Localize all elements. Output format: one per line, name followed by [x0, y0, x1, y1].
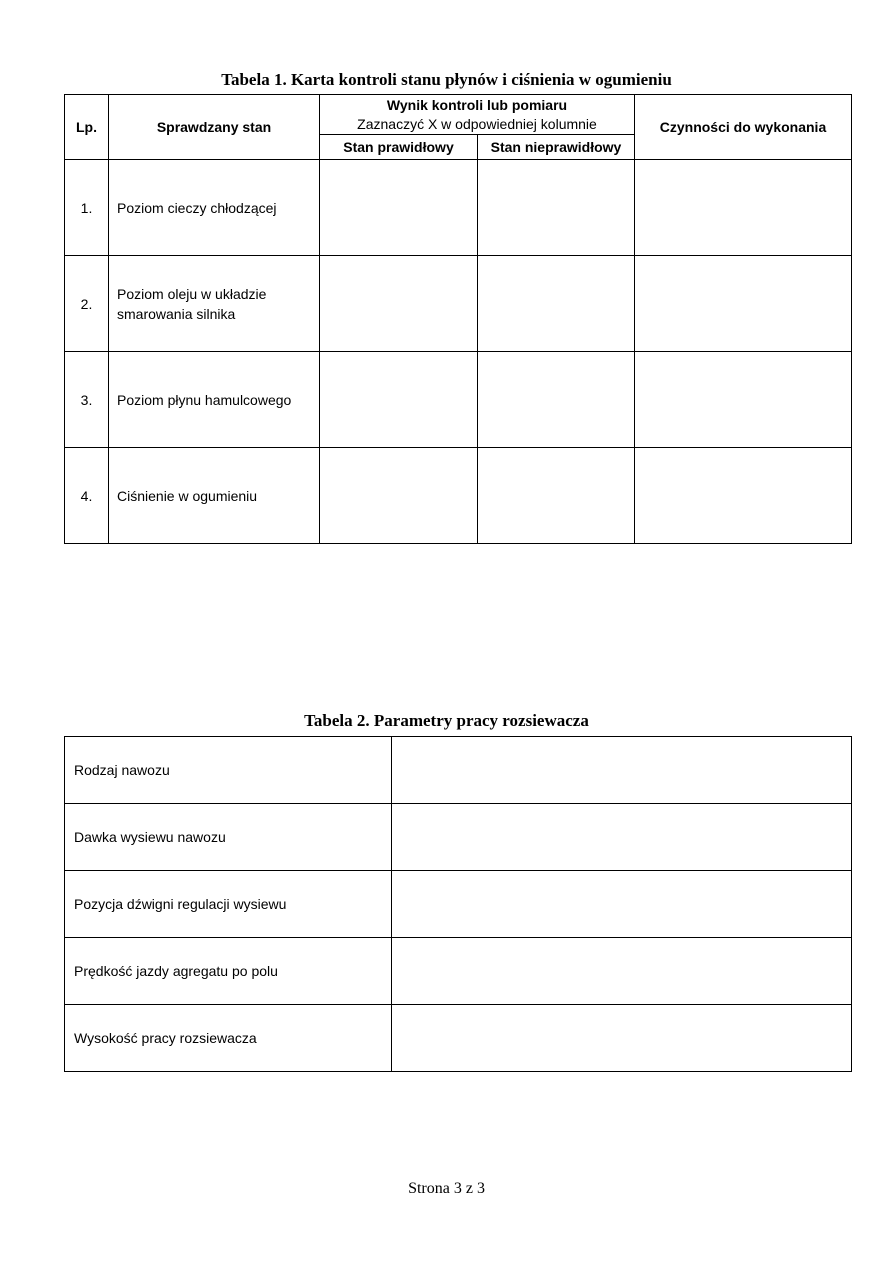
- actions-cell[interactable]: [635, 448, 852, 544]
- header-actions: Czynności do wykonania: [635, 95, 852, 160]
- actions-cell[interactable]: [635, 352, 852, 448]
- header-incorrect: Stan nieprawidłowy: [478, 135, 635, 160]
- parameter-value-cell[interactable]: [392, 871, 852, 938]
- table-row: [65, 352, 852, 448]
- row-checked-state: Ciśnienie w ogumieniu: [109, 448, 320, 544]
- table-row: [65, 160, 852, 256]
- correct-cell[interactable]: [320, 352, 478, 448]
- parameter-value-cell[interactable]: [392, 938, 852, 1005]
- row-checked-state: Poziom oleju w układzie smarowania silnika: [109, 256, 320, 352]
- table2-title: Tabela 2. Parametry pracy rozsiewacza: [304, 711, 589, 730]
- parameter-label: Wysokość pracy rozsiewacza: [65, 1005, 392, 1072]
- row-checked-state: Poziom cieczy chłodzącej: [109, 160, 320, 256]
- fluid-pressure-control-table: [64, 94, 852, 544]
- incorrect-cell[interactable]: [478, 160, 635, 256]
- incorrect-cell[interactable]: [478, 352, 635, 448]
- header-result: [320, 95, 635, 135]
- row-number: 1.: [65, 160, 109, 256]
- parameter-label: Pozycja dźwigni regulacji wysiewu: [65, 871, 392, 938]
- header-result-title: Wynik kontroli lub pomiaru: [386, 96, 568, 113]
- correct-cell[interactable]: [320, 160, 478, 256]
- parameter-label: Prędkość jazdy agregatu po polu: [65, 938, 392, 1005]
- header-lp: Lp.: [65, 95, 109, 160]
- header-checked-state: Sprawdzany stan: [109, 95, 320, 160]
- table-row: [65, 256, 852, 352]
- table-row: [65, 871, 852, 938]
- table-row: [65, 737, 852, 804]
- correct-cell[interactable]: [320, 448, 478, 544]
- row-number: 2.: [65, 256, 109, 352]
- page-number: Strona 3 z 3: [408, 1180, 485, 1197]
- table-row: [65, 804, 852, 871]
- parameter-label: Dawka wysiewu nawozu: [65, 804, 392, 871]
- parameter-value-cell[interactable]: [392, 804, 852, 871]
- row-checked-state: Poziom płynu hamulcowego: [109, 352, 320, 448]
- header-result-subtitle: Zaznaczyć X w odpowiedniej kolumnie: [357, 115, 597, 132]
- parameter-value-cell[interactable]: [392, 1005, 852, 1072]
- actions-cell[interactable]: [635, 160, 852, 256]
- table-row: [65, 448, 852, 544]
- parameter-value-cell[interactable]: [392, 737, 852, 804]
- table-row: [65, 938, 852, 1005]
- table1-title: Tabela 1. Karta kontroli stanu płynów i ciśnienia w ogumieniu: [221, 70, 672, 89]
- row-number: 3.: [65, 352, 109, 448]
- row-number: 4.: [65, 448, 109, 544]
- parameter-label: Rodzaj nawozu: [65, 737, 392, 804]
- table-row: [65, 1005, 852, 1072]
- correct-cell[interactable]: [320, 256, 478, 352]
- header-correct: Stan prawidłowy: [320, 135, 478, 160]
- incorrect-cell[interactable]: [478, 256, 635, 352]
- incorrect-cell[interactable]: [478, 448, 635, 544]
- actions-cell[interactable]: [635, 256, 852, 352]
- spreader-parameters-table: [64, 736, 852, 1072]
